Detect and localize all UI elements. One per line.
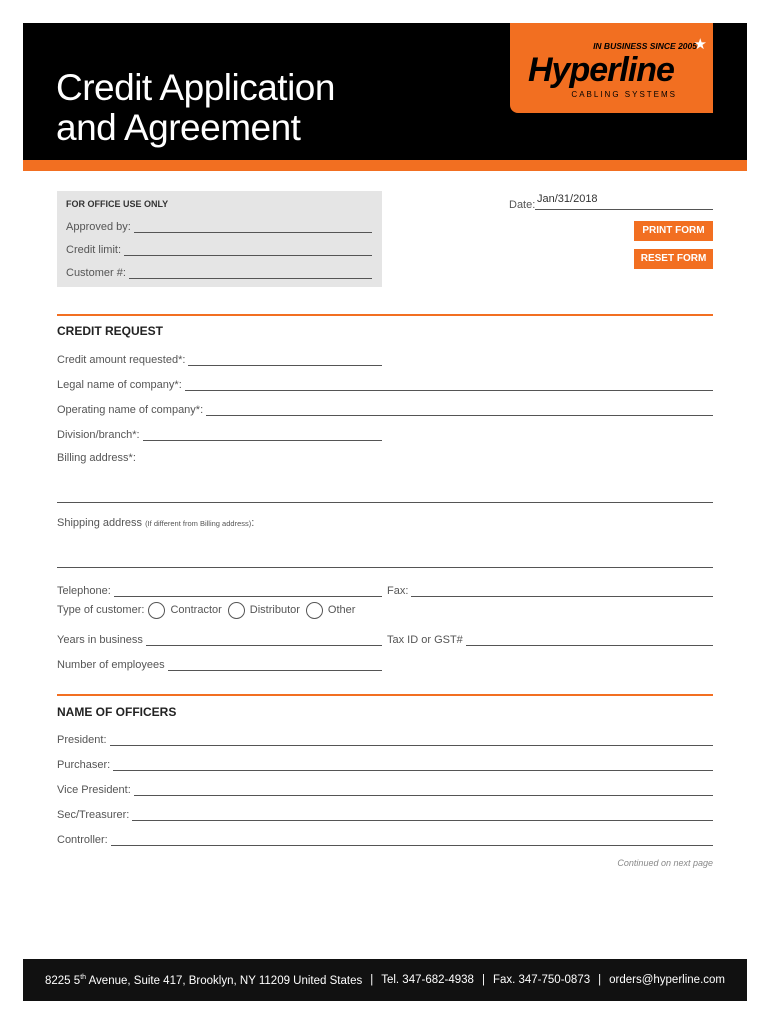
telephone-field[interactable]: [57, 583, 382, 597]
shipping-address-colon: :: [251, 517, 255, 529]
distributor-label: Distributor: [249, 604, 300, 616]
operating-name-label: Operating name of company*:: [57, 404, 204, 416]
customer-number-line[interactable]: [129, 267, 372, 279]
fax-line[interactable]: [411, 585, 713, 597]
footer-address-post: Avenue, Suite 417, Brooklyn, NY 11209 United States: [86, 974, 363, 987]
date-line: [535, 209, 713, 210]
logo-subtitle: CABLING SYSTEMS: [571, 90, 677, 99]
tax-id-field[interactable]: [387, 632, 713, 646]
credit-amount-line[interactable]: [188, 354, 382, 366]
page-title: [56, 68, 335, 148]
footer-address: [45, 974, 362, 987]
employees-label: Number of employees: [57, 659, 165, 671]
page-title-line2: and Agreement: [56, 107, 301, 148]
operating-name-line[interactable]: [206, 404, 713, 416]
tax-id-label: Tax ID or GST#: [387, 634, 463, 646]
employees-line[interactable]: [168, 659, 382, 671]
date-input[interactable]: Jan/31/2018: [537, 193, 598, 205]
division-field[interactable]: [57, 427, 382, 441]
print-form-button[interactable]: PRINT FORM: [634, 221, 713, 241]
approved-by-label: Approved by:: [66, 221, 131, 233]
operating-name-field[interactable]: [57, 402, 713, 416]
purchaser-field[interactable]: [57, 757, 713, 771]
customer-number-label: Customer #:: [66, 267, 126, 279]
other-radio[interactable]: [306, 602, 323, 619]
legal-name-line[interactable]: [185, 379, 713, 391]
president-label: President:: [57, 734, 107, 746]
shipping-address-label: [57, 517, 254, 529]
vice-president-line[interactable]: [134, 784, 713, 796]
customer-type-group: [57, 600, 355, 620]
date-label: Date:: [509, 199, 536, 211]
officers-title: NAME OF OFFICERS: [57, 705, 177, 719]
star-icon: ★: [693, 36, 707, 53]
header-accent-strip: [23, 160, 747, 171]
purchaser-line[interactable]: [113, 759, 713, 771]
division-label: Division/branch*:: [57, 429, 140, 441]
years-in-business-field[interactable]: [57, 632, 382, 646]
credit-limit-label: Credit limit:: [66, 244, 122, 256]
years-in-business-line[interactable]: [146, 634, 382, 646]
president-line[interactable]: [110, 734, 713, 746]
footer-bar: [23, 959, 747, 1001]
credit-request-title: CREDIT REQUEST: [57, 324, 164, 338]
logo-tagline: IN BUSINESS SINCE 2005: [593, 41, 697, 51]
distributor-radio[interactable]: [228, 602, 245, 619]
page-title-line1: Credit Application: [56, 67, 335, 108]
customer-number-field[interactable]: [66, 267, 372, 279]
other-label: Other: [327, 604, 356, 616]
shipping-address-note: (If different from Billing address): [145, 519, 252, 528]
credit-request-divider: [57, 314, 713, 316]
years-in-business-label: Years in business: [57, 634, 143, 646]
contractor-label: Contractor: [170, 604, 222, 616]
footer-email[interactable]: orders@hyperline.com: [609, 974, 725, 986]
footer-divider: |: [481, 974, 485, 986]
sec-treasurer-field[interactable]: [57, 807, 713, 821]
president-field[interactable]: [57, 732, 713, 746]
fax-field[interactable]: [387, 583, 713, 597]
footer-address-sup: th: [80, 973, 87, 981]
legal-name-field[interactable]: [57, 377, 713, 391]
sec-treasurer-line[interactable]: [132, 809, 713, 821]
reset-form-button[interactable]: RESET FORM: [634, 249, 713, 269]
footer-divider: |: [598, 974, 602, 986]
sec-treasurer-label: Sec/Treasurer:: [57, 809, 130, 821]
continued-note: Continued on next page: [617, 858, 713, 868]
controller-field[interactable]: [57, 832, 713, 846]
purchaser-label: Purchaser:: [57, 759, 111, 771]
division-line[interactable]: [143, 429, 382, 441]
fax-label: Fax:: [387, 585, 409, 597]
legal-name-label: Legal name of company*:: [57, 379, 182, 391]
office-use-box: [57, 191, 382, 287]
credit-limit-line[interactable]: [124, 244, 372, 256]
credit-amount-field[interactable]: [57, 352, 382, 366]
telephone-line[interactable]: [114, 585, 382, 597]
billing-address-label: Billing address*:: [57, 452, 136, 464]
footer-divider: |: [370, 974, 374, 986]
contractor-radio[interactable]: [148, 602, 165, 619]
telephone-label: Telephone:: [57, 585, 111, 597]
shipping-address-line[interactable]: [57, 567, 713, 568]
company-logo: [510, 23, 713, 113]
shipping-address-text: Shipping address: [57, 517, 143, 529]
footer-address-pre: 8225 5: [45, 974, 81, 987]
employees-field[interactable]: [57, 657, 382, 671]
credit-limit-field[interactable]: [66, 244, 372, 256]
office-use-title: FOR OFFICE USE ONLY: [66, 199, 169, 209]
approved-by-field[interactable]: [66, 221, 372, 233]
tax-id-line[interactable]: [466, 634, 713, 646]
billing-address-line[interactable]: [57, 502, 713, 503]
officers-divider: [57, 694, 713, 696]
logo-name: Hyperline: [528, 51, 674, 89]
customer-type-label: Type of customer:: [57, 604, 145, 616]
approved-by-line[interactable]: [134, 221, 372, 233]
vice-president-field[interactable]: [57, 782, 713, 796]
controller-line[interactable]: [111, 834, 713, 846]
footer-tel: Tel. 347-682-4938: [381, 974, 474, 986]
footer-fax: Fax. 347-750-0873: [492, 974, 591, 986]
credit-amount-label: Credit amount requested*:: [57, 354, 186, 366]
vice-president-label: Vice President:: [57, 784, 131, 796]
controller-label: Controller:: [57, 834, 108, 846]
